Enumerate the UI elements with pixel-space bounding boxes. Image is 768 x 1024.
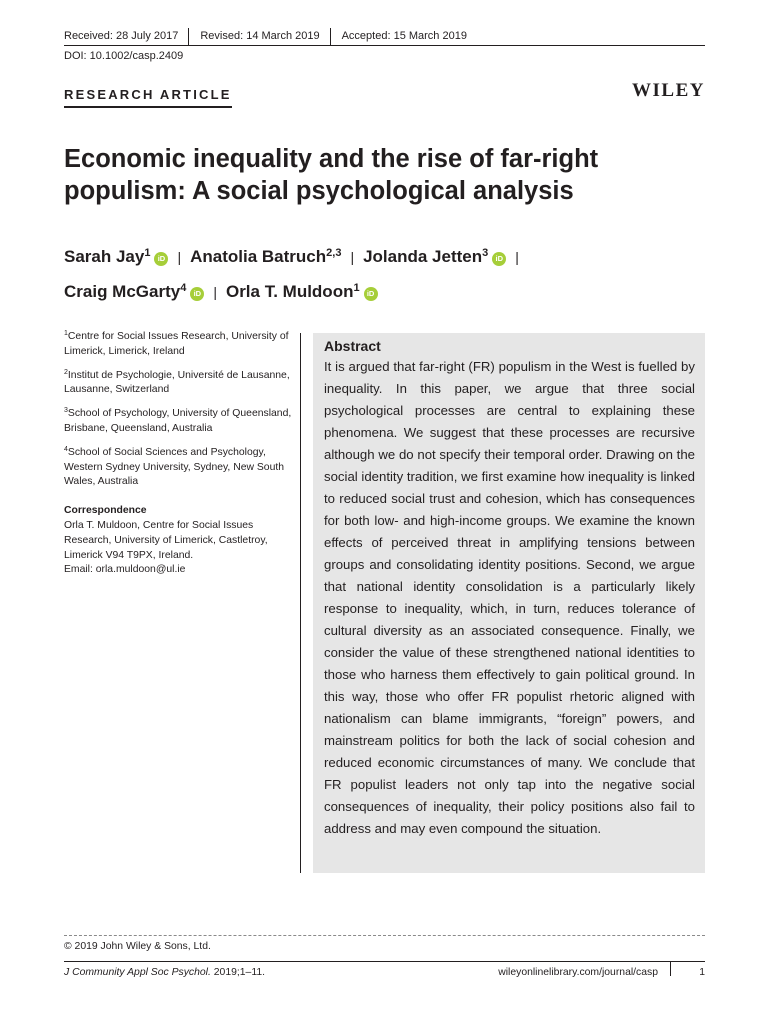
affiliations [64, 327, 292, 578]
journal-citation: J Community Appl Soc Psychol. 2019;1–11. [64, 967, 265, 978]
orcid-icon[interactable]: iD [190, 287, 204, 301]
accepted-date: Accepted: 15 March 2019 [341, 30, 467, 42]
abstract-box [313, 333, 705, 873]
author-separator: | [515, 249, 519, 265]
author[interactable]: Jolanda Jetten$^3$ [363, 247, 489, 266]
author-separator: | [213, 284, 217, 300]
affiliation: $^2$Institut de Psychologie, Université de Lausanne, Lausanne, Switzerland [64, 368, 290, 396]
copyright: © 2019 John Wiley & Sons, Ltd. [64, 941, 211, 952]
author-separator: | [177, 249, 182, 265]
received-date: Received: 28 July 2017 [64, 28, 189, 46]
correspondence-heading: Correspondence [64, 505, 147, 517]
column-divider [300, 333, 301, 873]
author[interactable]: Orla T. Muldoon$^1$ [225, 282, 360, 301]
abstract-body: It is argued that far-right (FR) populism in the West is fuelled by inequality. In this paper, we argue that three social psychological processes are central to explaining these phenomena. We suggest that these processes are recursive although we do not specify their temporal order. Drawing on the social identity tradition, we first examine how inequality is linked to reduced social trust and cohesion, which has consequences for both low- and high-income groups. We examine the known effects of perceived threat in amplifying tensions between groups and consolidating identity positions. Second, we argue that national identity consolidation is a particularly likely response to inequality, which, in turn, reduces tolerance of cultural diversity as an associated consequence. Finally, we consider the value of these strengthened national identities to those who harness them effectively to gain political ground. In this way, those who offer FR populist rhetoric aligned with nationalism can blame immigrants, “foreign” powers, and mainstream politics for both the lack of social cohesion and reduced economic circumstances of many. We conclude that FR populist leaders not only tap into the negative social consequences of inequality, their policy positions also fail to address and may even compound the situation. [324, 359, 695, 836]
revised-date: Revised: 14 March 2019 [200, 28, 330, 46]
author[interactable]: Sarah Jay$^1$ [64, 247, 151, 266]
orcid-icon[interactable]: iD [364, 287, 378, 301]
orcid-icon[interactable]: iD [492, 252, 506, 266]
article-dates [64, 28, 705, 46]
affiliation: $^3$School of Psychology, University of Queensland, Brisbane, Queensland, Australia [64, 407, 292, 434]
affiliation: $^1$Centre for Social Issues Research, University of Limerick, Limerick, Ireland [64, 330, 289, 357]
author[interactable]: Craig McGarty$^4$ [64, 282, 187, 301]
doi[interactable]: DOI: 10.1002/casp.2409 [64, 50, 184, 62]
author-list [64, 238, 704, 308]
abstract-heading: Abstract [324, 338, 381, 354]
footer-rule [64, 961, 705, 962]
section-label: RESEARCH ARTICLE [64, 87, 232, 108]
correspondence-text: Orla T. Muldoon, Centre for Social Issues Research, University of Limerick, Castletroy, Limerick V94 T9PX, Ireland. [64, 519, 268, 561]
footer-divider [64, 935, 705, 936]
author[interactable]: Anatolia Batruch$^{2,3}$ [190, 247, 342, 266]
journal-url[interactable]: wileyonlinelibrary.com/journal/casp [498, 967, 658, 978]
author-separator: | [350, 249, 355, 265]
correspondence-email[interactable]: Email: orla.muldoon@ul.ie [64, 564, 186, 576]
publisher-logo: WILEY [632, 80, 705, 101]
orcid-icon[interactable]: iD [154, 252, 168, 266]
page-divider [670, 962, 671, 976]
affiliation: $^4$School of Social Sciences and Psychology, Western Sydney University, Sydney, New South Wales, Australia [64, 445, 285, 488]
article-title: Economic inequality and the rise of far-right populism: A social psychological analysis [64, 145, 599, 205]
page-number: 1 [699, 967, 705, 978]
